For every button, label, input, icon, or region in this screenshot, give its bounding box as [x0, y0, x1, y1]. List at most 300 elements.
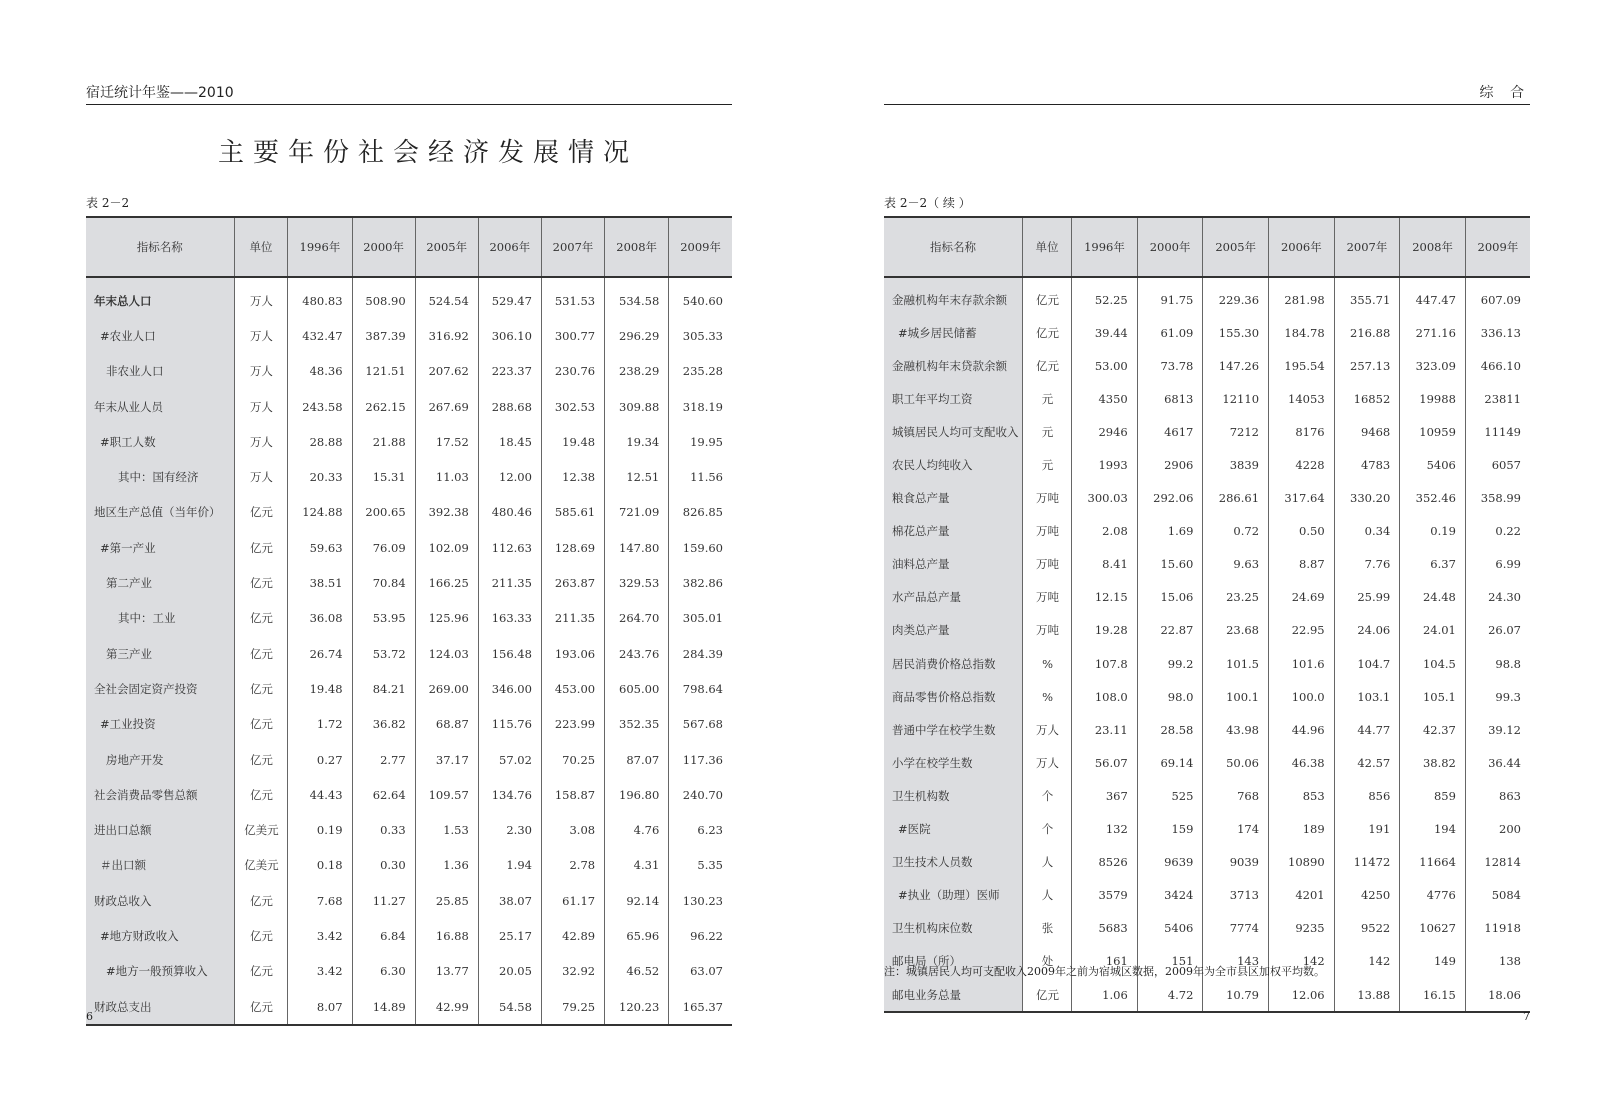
value-cell: 387.39 — [352, 318, 415, 353]
value-cell: 0.34 — [1334, 515, 1400, 548]
value-cell: 70.25 — [541, 742, 604, 777]
value-cell: 10959 — [1400, 415, 1466, 448]
value-cell: 7.76 — [1334, 548, 1400, 581]
unit-cell: 万人 — [234, 459, 288, 494]
value-cell: 2.77 — [352, 742, 415, 777]
value-cell: 16.15 — [1400, 978, 1466, 1012]
value-cell: 32.92 — [541, 954, 604, 989]
running-head — [884, 82, 1530, 105]
value-cell: 48.36 — [288, 354, 352, 389]
value-cell: 109.57 — [415, 777, 478, 812]
header-year: 2005年 — [1203, 217, 1269, 277]
value-cell: 195.54 — [1269, 349, 1335, 382]
value-cell: 53.72 — [352, 636, 415, 671]
value-cell: 859 — [1400, 779, 1466, 812]
indicator-name: 财政总收入 — [86, 883, 234, 918]
value-cell: 721.09 — [605, 495, 669, 530]
value-cell: 73.78 — [1137, 349, 1203, 382]
value-cell: 7212 — [1203, 415, 1269, 448]
value-cell: 1993 — [1072, 448, 1138, 481]
table-row — [884, 879, 1530, 912]
value-cell: 38.82 — [1400, 746, 1466, 779]
table-row — [884, 978, 1530, 1012]
value-cell: 284.39 — [669, 636, 732, 671]
value-cell: 10627 — [1400, 912, 1466, 945]
value-cell: 0.19 — [1400, 515, 1466, 548]
indicator-name: 其中：工业 — [86, 601, 234, 636]
value-cell: 229.36 — [1203, 277, 1269, 316]
value-cell: 211.35 — [478, 565, 541, 600]
value-cell: 5683 — [1072, 912, 1138, 945]
value-cell: 37.17 — [415, 742, 478, 777]
value-cell: 91.75 — [1137, 277, 1203, 316]
table-row — [884, 846, 1530, 879]
value-cell: 46.38 — [1269, 746, 1335, 779]
value-cell: 540.60 — [669, 277, 732, 318]
value-cell: 112.63 — [478, 530, 541, 565]
value-cell: 46.52 — [605, 954, 669, 989]
value-cell: 12.38 — [541, 459, 604, 494]
value-cell: 3713 — [1203, 879, 1269, 912]
value-cell: 25.99 — [1334, 581, 1400, 614]
value-cell: 1.36 — [415, 848, 478, 883]
table-row — [86, 636, 732, 671]
unit-cell: 亿元 — [1022, 349, 1071, 382]
value-cell: 36.08 — [288, 601, 352, 636]
value-cell: 607.09 — [1465, 277, 1530, 316]
value-cell: 257.13 — [1334, 349, 1400, 382]
indicator-name: 居民消费价格总指数 — [884, 647, 1022, 680]
unit-cell: 万人 — [1022, 713, 1071, 746]
value-cell: 22.87 — [1137, 614, 1203, 647]
value-cell: 54.58 — [478, 989, 541, 1025]
unit-cell: 万吨 — [1022, 581, 1071, 614]
table-row — [884, 415, 1530, 448]
value-cell: 65.96 — [605, 918, 669, 953]
value-cell: 101.6 — [1269, 647, 1335, 680]
table-row — [86, 812, 732, 847]
value-cell: 352.46 — [1400, 482, 1466, 515]
value-cell: 163.33 — [478, 601, 541, 636]
value-cell: 4250 — [1334, 879, 1400, 912]
header-year: 2005年 — [415, 217, 478, 277]
value-cell: 4617 — [1137, 415, 1203, 448]
value-cell: 9468 — [1334, 415, 1400, 448]
value-cell: 19.28 — [1072, 614, 1138, 647]
value-cell: 38.07 — [478, 883, 541, 918]
value-cell: 238.29 — [605, 354, 669, 389]
value-cell: 42.89 — [541, 918, 604, 953]
indicator-name: 商品零售价格总指数 — [884, 680, 1022, 713]
value-cell: 121.51 — [352, 354, 415, 389]
value-cell: 100.0 — [1269, 680, 1335, 713]
value-cell: 9.63 — [1203, 548, 1269, 581]
indicator-name: #地方财政收入 — [86, 918, 234, 953]
value-cell: 288.68 — [478, 389, 541, 424]
unit-cell: 亿美元 — [234, 848, 288, 883]
value-cell: 99.3 — [1465, 680, 1530, 713]
value-cell: 4228 — [1269, 448, 1335, 481]
header-year: 1996年 — [288, 217, 352, 277]
value-cell: 355.71 — [1334, 277, 1400, 316]
unit-cell: 亿元 — [234, 530, 288, 565]
unit-cell: 万吨 — [1022, 482, 1071, 515]
value-cell: 12.51 — [605, 459, 669, 494]
value-cell: 43.98 — [1203, 713, 1269, 746]
value-cell: 158.87 — [541, 777, 604, 812]
unit-cell: 亿元 — [234, 636, 288, 671]
unit-cell: 万人 — [234, 318, 288, 353]
table-row — [884, 515, 1530, 548]
table-row — [884, 746, 1530, 779]
value-cell: 147.26 — [1203, 349, 1269, 382]
indicator-name: 卫生技术人员数 — [884, 846, 1022, 879]
value-cell: 117.36 — [669, 742, 732, 777]
value-cell: 44.96 — [1269, 713, 1335, 746]
value-cell: 24.69 — [1269, 581, 1335, 614]
indicator-name: 财政总支出 — [86, 989, 234, 1025]
unit-cell: 元 — [1022, 382, 1071, 415]
unit-cell: 亿元 — [1022, 978, 1071, 1012]
value-cell: 115.76 — [478, 707, 541, 742]
value-cell: 38.51 — [288, 565, 352, 600]
value-cell: 124.88 — [288, 495, 352, 530]
header-year: 2008年 — [1400, 217, 1466, 277]
value-cell: 8526 — [1072, 846, 1138, 879]
value-cell: 107.8 — [1072, 647, 1138, 680]
value-cell: 120.23 — [605, 989, 669, 1025]
value-cell: 159 — [1137, 813, 1203, 846]
unit-cell: 亿元 — [234, 989, 288, 1025]
value-cell: 856 — [1334, 779, 1400, 812]
value-cell: 323.09 — [1400, 349, 1466, 382]
header-year: 2007年 — [541, 217, 604, 277]
value-cell: 42.99 — [415, 989, 478, 1025]
value-cell: 0.30 — [352, 848, 415, 883]
value-cell: 16852 — [1334, 382, 1400, 415]
value-cell: 11.03 — [415, 459, 478, 494]
value-cell: 567.68 — [669, 707, 732, 742]
value-cell: 184.78 — [1269, 316, 1335, 349]
table-row — [884, 349, 1530, 382]
value-cell: 8176 — [1269, 415, 1335, 448]
indicator-name: 进出口总额 — [86, 812, 234, 847]
value-cell: 267.69 — [415, 389, 478, 424]
indicator-name: #职工人数 — [86, 424, 234, 459]
unit-cell: 亿元 — [234, 883, 288, 918]
indicator-name: 油料总产量 — [884, 548, 1022, 581]
header-year: 1996年 — [1072, 217, 1138, 277]
value-cell: 235.28 — [669, 354, 732, 389]
value-cell: 132 — [1072, 813, 1138, 846]
value-cell: 26.07 — [1465, 614, 1530, 647]
indicator-name: 棉花总产量 — [884, 515, 1022, 548]
unit-cell: 人 — [1022, 879, 1071, 912]
value-cell: 432.47 — [288, 318, 352, 353]
indicator-name: 卫生机构床位数 — [884, 912, 1022, 945]
value-cell: 36.44 — [1465, 746, 1530, 779]
unit-cell: 处 — [1022, 945, 1071, 978]
header-year: 2000年 — [1137, 217, 1203, 277]
header-year: 2006年 — [478, 217, 541, 277]
value-cell: 0.72 — [1203, 515, 1269, 548]
indicator-table — [86, 216, 732, 1026]
value-cell: 56.07 — [1072, 746, 1138, 779]
table-row — [86, 459, 732, 494]
value-cell: 174 — [1203, 813, 1269, 846]
section-title: 综 合 — [1479, 85, 1530, 101]
value-cell: 100.1 — [1203, 680, 1269, 713]
table-row — [884, 482, 1530, 515]
value-cell: 61.17 — [541, 883, 604, 918]
value-cell: 223.99 — [541, 707, 604, 742]
value-cell: 9522 — [1334, 912, 1400, 945]
value-cell: 19988 — [1400, 382, 1466, 415]
header-year: 2009年 — [1465, 217, 1530, 277]
value-cell: 17.52 — [415, 424, 478, 459]
page-number: 6 — [86, 1010, 93, 1023]
indicator-name: #执业（助理）医师 — [884, 879, 1022, 912]
value-cell: 20.33 — [288, 459, 352, 494]
table-row — [86, 777, 732, 812]
value-cell: 269.00 — [415, 671, 478, 706]
table-row — [86, 671, 732, 706]
unit-cell: 万吨 — [1022, 515, 1071, 548]
value-cell: 534.58 — [605, 277, 669, 318]
table-row — [884, 647, 1530, 680]
value-cell: 863 — [1465, 779, 1530, 812]
table-row — [884, 277, 1530, 316]
indicator-name: 年末从业人员 — [86, 389, 234, 424]
value-cell: 28.88 — [288, 424, 352, 459]
value-cell: 4.72 — [1137, 978, 1203, 1012]
header-year: 2009年 — [669, 217, 732, 277]
value-cell: 24.06 — [1334, 614, 1400, 647]
value-cell: 104.5 — [1400, 647, 1466, 680]
value-cell: 4.31 — [605, 848, 669, 883]
unit-cell: % — [1022, 647, 1071, 680]
yearbook-title: 宿迁统计年鉴——2010 — [86, 85, 234, 101]
value-cell: 196.80 — [605, 777, 669, 812]
value-cell: 316.92 — [415, 318, 478, 353]
value-cell: 189 — [1269, 813, 1335, 846]
unit-cell: 万吨 — [1022, 614, 1071, 647]
unit-cell: 万人 — [234, 277, 288, 318]
unit-cell: 万吨 — [1022, 548, 1071, 581]
value-cell: 243.58 — [288, 389, 352, 424]
value-cell: 53.95 — [352, 601, 415, 636]
unit-cell: 张 — [1022, 912, 1071, 945]
value-cell: 292.06 — [1137, 482, 1203, 515]
table-row — [884, 316, 1530, 349]
value-cell: 79.25 — [541, 989, 604, 1025]
value-cell: 14053 — [1269, 382, 1335, 415]
value-cell: 2.30 — [478, 812, 541, 847]
unit-cell: 亿美元 — [234, 812, 288, 847]
table-row — [86, 918, 732, 953]
value-cell: 151 — [1137, 945, 1203, 978]
unit-cell: 亿元 — [234, 707, 288, 742]
indicator-name: 年末总人口 — [86, 277, 234, 318]
value-cell: 243.76 — [605, 636, 669, 671]
value-cell: 6.84 — [352, 918, 415, 953]
table-row — [884, 581, 1530, 614]
unit-cell: 亿元 — [234, 671, 288, 706]
value-cell: 68.87 — [415, 707, 478, 742]
indicator-name: 金融机构年末存款余额 — [884, 277, 1022, 316]
table-row — [884, 912, 1530, 945]
value-cell: 125.96 — [415, 601, 478, 636]
value-cell: 329.53 — [605, 565, 669, 600]
value-cell: 5406 — [1400, 448, 1466, 481]
unit-cell: 万人 — [234, 354, 288, 389]
unit-cell: 亿元 — [234, 777, 288, 812]
unit-cell: 个 — [1022, 779, 1071, 812]
value-cell: 346.00 — [478, 671, 541, 706]
value-cell: 4776 — [1400, 879, 1466, 912]
value-cell: 15.60 — [1137, 548, 1203, 581]
indicator-name: 金融机构年末贷款余额 — [884, 349, 1022, 382]
running-head — [86, 82, 732, 105]
value-cell: 142 — [1334, 945, 1400, 978]
value-cell: 165.37 — [669, 989, 732, 1025]
value-cell: 585.61 — [541, 495, 604, 530]
indicator-name: 其中：国有经济 — [86, 459, 234, 494]
value-cell: 84.21 — [352, 671, 415, 706]
value-cell: 271.16 — [1400, 316, 1466, 349]
value-cell: 7774 — [1203, 912, 1269, 945]
table-row — [86, 954, 732, 989]
value-cell: 263.87 — [541, 565, 604, 600]
table-row — [86, 989, 732, 1025]
value-cell: 92.14 — [605, 883, 669, 918]
table-footnote: 注：城镇居民人均可支配收入2009年之前为宿城区数据，2009年为全市县区加权平均数。 — [884, 965, 1325, 978]
table-header-row — [884, 217, 1530, 277]
value-cell: 5406 — [1137, 912, 1203, 945]
value-cell: 318.19 — [669, 389, 732, 424]
value-cell: 216.88 — [1334, 316, 1400, 349]
table-row — [86, 530, 732, 565]
unit-cell: 人 — [1022, 846, 1071, 879]
value-cell: 508.90 — [352, 277, 415, 318]
table-code: 表 2－2 — [86, 196, 130, 210]
value-cell: 155.30 — [1203, 316, 1269, 349]
value-cell: 3.42 — [288, 954, 352, 989]
value-cell: 166.25 — [415, 565, 478, 600]
value-cell: 20.05 — [478, 954, 541, 989]
value-cell: 0.18 — [288, 848, 352, 883]
value-cell: 264.70 — [605, 601, 669, 636]
value-cell: 62.64 — [352, 777, 415, 812]
value-cell: 87.07 — [605, 742, 669, 777]
value-cell: 296.29 — [605, 318, 669, 353]
value-cell: 330.20 — [1334, 482, 1400, 515]
value-cell: 826.85 — [669, 495, 732, 530]
table-row — [86, 848, 732, 883]
value-cell: 6.99 — [1465, 548, 1530, 581]
indicator-name: #工业投资 — [86, 707, 234, 742]
page-title: 主要年份社会经济发展情况 — [218, 138, 639, 168]
indicator-name: 地区生产总值（当年价） — [86, 495, 234, 530]
header-year: 2007年 — [1334, 217, 1400, 277]
unit-cell: % — [1022, 680, 1071, 713]
table-row — [86, 495, 732, 530]
header-unit: 单位 — [234, 217, 288, 277]
indicator-name: 非农业人口 — [86, 354, 234, 389]
value-cell: 18.06 — [1465, 978, 1530, 1012]
value-cell: 300.77 — [541, 318, 604, 353]
value-cell: 104.7 — [1334, 647, 1400, 680]
value-cell: 24.30 — [1465, 581, 1530, 614]
table-row — [884, 813, 1530, 846]
indicator-name: 粮食总产量 — [884, 482, 1022, 515]
indicator-name: 社会消费品零售总额 — [86, 777, 234, 812]
value-cell: 105.1 — [1400, 680, 1466, 713]
value-cell: 70.84 — [352, 565, 415, 600]
indicator-name: 房地产开发 — [86, 742, 234, 777]
value-cell: 194 — [1400, 813, 1466, 846]
table-row — [884, 779, 1530, 812]
value-cell: 2.78 — [541, 848, 604, 883]
value-cell: 193.06 — [541, 636, 604, 671]
value-cell: 5084 — [1465, 879, 1530, 912]
unit-cell: 个 — [1022, 813, 1071, 846]
value-cell: 223.37 — [478, 354, 541, 389]
value-cell: 7.68 — [288, 883, 352, 918]
value-cell: 128.69 — [541, 530, 604, 565]
value-cell: 26.74 — [288, 636, 352, 671]
value-cell: 10.79 — [1203, 978, 1269, 1012]
value-cell: 23811 — [1465, 382, 1530, 415]
value-cell: 11918 — [1465, 912, 1530, 945]
value-cell: 96.22 — [669, 918, 732, 953]
value-cell: 36.82 — [352, 707, 415, 742]
value-cell: 529.47 — [478, 277, 541, 318]
value-cell: 4201 — [1269, 879, 1335, 912]
value-cell: 52.25 — [1072, 277, 1138, 316]
value-cell: 853 — [1269, 779, 1335, 812]
value-cell: 3.42 — [288, 918, 352, 953]
value-cell: 13.88 — [1334, 978, 1400, 1012]
value-cell: 3579 — [1072, 879, 1138, 912]
value-cell: 300.03 — [1072, 482, 1138, 515]
value-cell: 21.88 — [352, 424, 415, 459]
unit-cell: 万人 — [234, 424, 288, 459]
value-cell: 15.31 — [352, 459, 415, 494]
header-indicator-name: 指标名称 — [86, 217, 234, 277]
value-cell: 147.80 — [605, 530, 669, 565]
value-cell: 42.37 — [1400, 713, 1466, 746]
value-cell: 3424 — [1137, 879, 1203, 912]
table-row — [884, 713, 1530, 746]
page-number: 7 — [1523, 1010, 1530, 1023]
table-row — [86, 354, 732, 389]
value-cell: 1.69 — [1137, 515, 1203, 548]
value-cell: 4350 — [1072, 382, 1138, 415]
value-cell: 262.15 — [352, 389, 415, 424]
value-cell: 134.76 — [478, 777, 541, 812]
indicator-name: 全社会固定资产投资 — [86, 671, 234, 706]
unit-cell: 元 — [1022, 448, 1071, 481]
value-cell: 61.09 — [1137, 316, 1203, 349]
value-cell: 207.62 — [415, 354, 478, 389]
value-cell: 44.77 — [1334, 713, 1400, 746]
unit-cell: 亿元 — [1022, 316, 1071, 349]
value-cell: 1.94 — [478, 848, 541, 883]
header-indicator-name: 指标名称 — [884, 217, 1022, 277]
value-cell: 230.76 — [541, 354, 604, 389]
value-cell: 130.23 — [669, 883, 732, 918]
